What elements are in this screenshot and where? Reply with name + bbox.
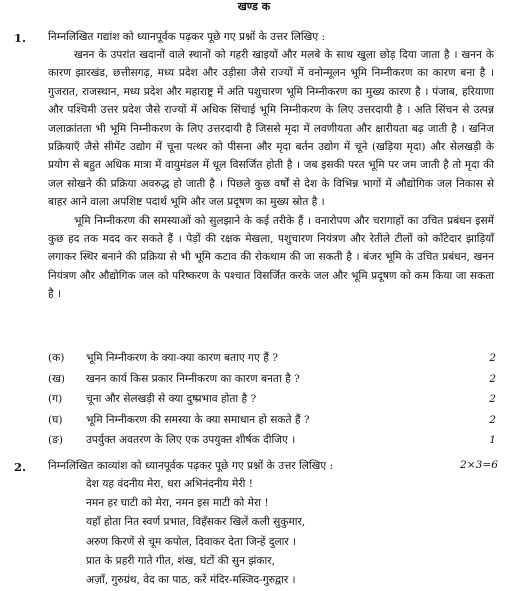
subquestion-gha bbox=[48, 412, 498, 433]
poem-line: प्रात के प्रहरी गाते गीत, शंख, घंटों की सुन झंकार, bbox=[86, 554, 275, 567]
subquestion-label: (घ) bbox=[48, 413, 63, 426]
subquestion-ga bbox=[48, 391, 498, 412]
subquestion-label: (ङ) bbox=[48, 434, 64, 446]
subquestion-marks: 2 bbox=[489, 372, 496, 385]
subquestion-nga bbox=[48, 432, 498, 453]
subquestion-ka bbox=[48, 350, 498, 371]
passage-paragraph-2: भूमि निम्नीकरण की समस्याओं को सुलझाने के कई तरीके हैं । वनारोपण और चरागाहों का उचित प्रबंधन इसमें कुछ हद तक मदद कर सकते हैं । पेड़ों की रक्षक मेखला, पशुचारण नियंत्रण और रेतीले टीलों को काँटेदार झाड़ियाँ लगाकर स्थिर बनाने की प्रक्रिया से भी भूमि कटाव की रोकथाम की जा सकती है । बंजर भूमि के उचित प्रबंधन, खनन नियंत्रण और औद्योगिक जल को परिष्करण के पश्चात विसर्जित करके जल और भूमि प्रदूषण को कम किया जा सकता है । bbox=[48, 214, 494, 301]
passage-paragraph-1: खनन के उपरांत खदानों वाले स्थानों को गहरी खाइयों और मलबे के साथ खुला छोड़ दिया जाता है । खनन के कारण झारखंड, छत्तीसगढ़, मध्य प्रदेश और उड़ीसा जैसे राज्यों में वनोन्मूलन भूमि निम्नीकरण का कारण बना है । गुजरात, राजस्थान, मध्य प्रदेश और महाराष्ट्र में अति पशुचारण भूमि निम्नीकरण का मुख्य कारण है । पंजाब, हरियाणा और पश्चिमी उत्तर प्रदेश जैसे राज्यों में अधिक सिंचाई भूमि निम्नीकरण के लिए उत्तरदायी है । अति सिंचन से उत्पन्न जलाक्रांतता भी भूमि निम्नीकरण के लिए उत्तरदायी है जिससे मृदा में लवणीयता और क्षारीयता बढ़ जाती है । खनिज प्रक्रियाएँ जैसे सीमेंट उद्योग में चूना पत्थर को पीसना और मृदा बर्तन उद्योग में चूने (खड़िया मृदा) और सेलखड़ी के प्रयोग से बहुत अधिक मात्रा में वायुमंडल में धूल विसर्जित होती है । जब इसकी परत भूमि पर जम जाती है तो मृदा की जल सोखने की प्रक्रिया अवरुद्ध हो जाती है । पिछले कुछ वर्षों से देश के विभिन्न भागों में औद्योगिक जल निकास से बाहर आने वाला अपशिष्ट पदार्थ भूमि और जल प्रदूषण का मुख्य स्रोत है । bbox=[48, 49, 494, 209]
subquestion-marks: 2 bbox=[489, 413, 496, 426]
subquestion-label: (क) bbox=[48, 352, 65, 364]
question-2-marks: 2×3=6 bbox=[460, 459, 498, 471]
question-2-poem bbox=[86, 476, 466, 591]
subquestion-label: (ग) bbox=[48, 393, 63, 405]
poem-line: देश यह वंदनीय मेरा, धरा अभिनंदनीय मेरी ! bbox=[86, 478, 254, 490]
subquestion-text: भूमि निम्नीकरण के क्या-क्या कारण बताए गए हैं ? bbox=[86, 352, 278, 364]
question-1-instruction: निम्नलिखित गद्यांश को ध्यानपूर्वक पढ़कर पूछे गए प्रश्नों के उत्तर लिखिए : bbox=[48, 31, 326, 43]
subquestion-text: खनन कार्य किस प्रकार निम्नीकरण का कारण बनता है ? bbox=[86, 372, 300, 385]
subquestion-marks: 1 bbox=[489, 434, 496, 446]
subquestion-text: भूमि निम्नीकरण की समस्या के क्या समाधान हो सकते हैं ? bbox=[86, 413, 310, 426]
section-title: खण्ड क bbox=[237, 0, 271, 13]
question-2-number: 2. bbox=[14, 460, 27, 474]
subquestion-label: (ख) bbox=[48, 372, 65, 385]
poem-line: नमन हर घाटी को मेरा, नमन इस माटी को मेरा ! bbox=[86, 497, 269, 510]
question-1-passage bbox=[48, 46, 494, 304]
question-1-subquestions bbox=[48, 350, 498, 453]
subquestion-marks: 2 bbox=[489, 352, 496, 364]
subquestion-text: उपर्युक्त अवतरण के लिए एक उपयुक्त शीर्षक दीजिए । bbox=[86, 434, 296, 446]
poem-line: अज़ाँ, गुरुग्रंथ, वेद का पाठ, करें मंदिर-मस्जिद-गुरुद्वार । bbox=[86, 573, 296, 586]
subquestion-marks: 2 bbox=[489, 393, 496, 405]
poem-line: यहाँ होता नित स्वर्ण प्रभात, विहँसकर खिलें कली सुकुमार, bbox=[86, 516, 306, 529]
subquestion-text: चूना और सेलखड़ी से क्या दुष्प्रभाव होता है ? bbox=[86, 393, 257, 405]
poem-line: अरुण किरणें से चूम कपोल, दिवाकर देता जिन्हें दुलार । bbox=[86, 535, 297, 548]
question-2-instruction: निम्नलिखित काव्यांश को ध्यानपूर्वक पढ़कर पूछे गए प्रश्नों के उत्तर लिखिए : bbox=[48, 460, 334, 472]
subquestion-kha bbox=[48, 371, 498, 392]
question-1-number: 1. bbox=[14, 31, 27, 45]
